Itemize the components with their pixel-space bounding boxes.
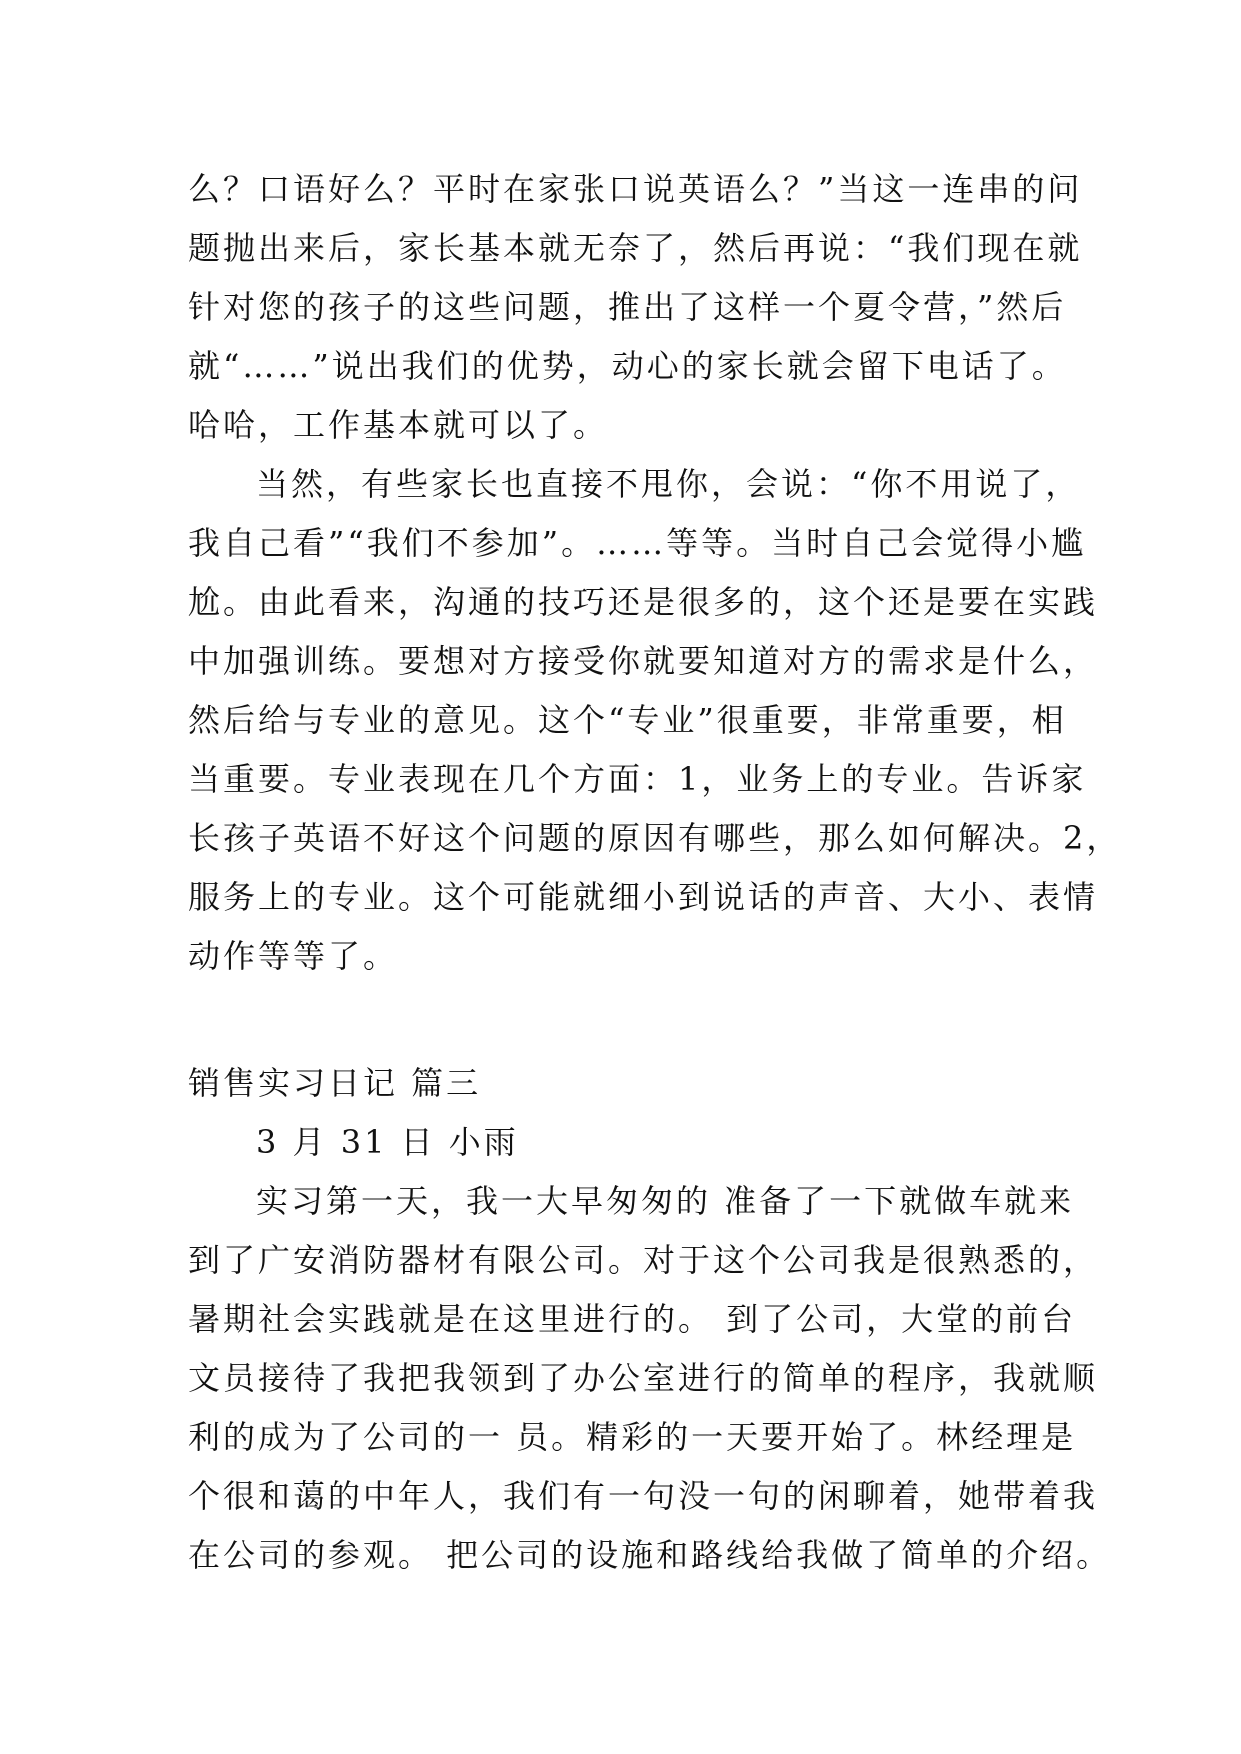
date-weather-line: 3 月 31 日 小雨 (256, 1123, 519, 1161)
text-line: 我自己看”“我们不参加”。……等等。当时自己会觉得小尴 (188, 524, 1087, 562)
text-line: 么？口语好么？平时在家张口说英语么？”当这一连串的问 (188, 170, 1083, 208)
text-line: 个很和蔼的中年人，我们有一句没一句的闲聊着，她带着我 (188, 1477, 1099, 1515)
text-line: 在公司的参观。 把公司的设施和路线给我做了简单的介绍。 (188, 1536, 1112, 1574)
text-line: 哈哈，工作基本就可以了。 (188, 406, 609, 444)
text-line: 就“……”说出我们的优势，动心的家长就会留下电话了。 (188, 347, 1067, 385)
text-line: 暑期社会实践就是在这里进行的。 到了公司，大堂的前台 (188, 1300, 1077, 1338)
text-line: 利的成为了公司的一 员。精彩的一天要开始了。林经理是 (188, 1418, 1077, 1456)
text-line: 实习第一天，我一大早匆匆的 准备了一下就做车就来 (256, 1182, 1075, 1220)
text-line: 动作等等了。 (188, 937, 399, 975)
paragraph-2 (188, 455, 1122, 986)
text-line: 中加强训练。要想对方接受你就要知道对方的需求是什么， (188, 642, 1099, 680)
text-line: 然后给与专业的意见。这个“专业”很重要，非常重要，相 (188, 701, 1067, 739)
text-line: 服务上的专业。这个可能就细小到说话的声音、大小、表情 (188, 878, 1099, 916)
text-line: 到了广安消防器材有限公司。对于这个公司我是很熟悉的， (188, 1241, 1099, 1279)
text-line: 当重要。专业表现在几个方面：1，业务上的专业。告诉家 (188, 760, 1087, 798)
text-line: 文员接待了我把我领到了办公室进行的简单的程序，我就顺 (188, 1359, 1099, 1397)
paragraph-3 (188, 1172, 1112, 1585)
section-spacer (188, 986, 1068, 1054)
text-line: 当然，有些家长也直接不甩你，会说：“你不用说了， (256, 465, 1081, 503)
section-heading: 销售实习日记 篇三 (188, 1064, 482, 1102)
date-line-block (188, 1113, 1068, 1172)
text-line: 题抛出来后，家长基本就无奈了，然后再说：“我们现在就 (188, 229, 1083, 267)
text-line: 针对您的孩子的这些问题，推出了这样一个夏令营，”然后 (188, 288, 1067, 326)
text-line: 尬。由此看来，沟通的技巧还是很多的，这个还是要在实践 (188, 583, 1099, 621)
document-page (188, 160, 1122, 1585)
paragraph-1 (188, 160, 1083, 455)
text-line: 长孩子英语不好这个问题的原因有哪些，那么如何解决。2， (188, 819, 1122, 857)
